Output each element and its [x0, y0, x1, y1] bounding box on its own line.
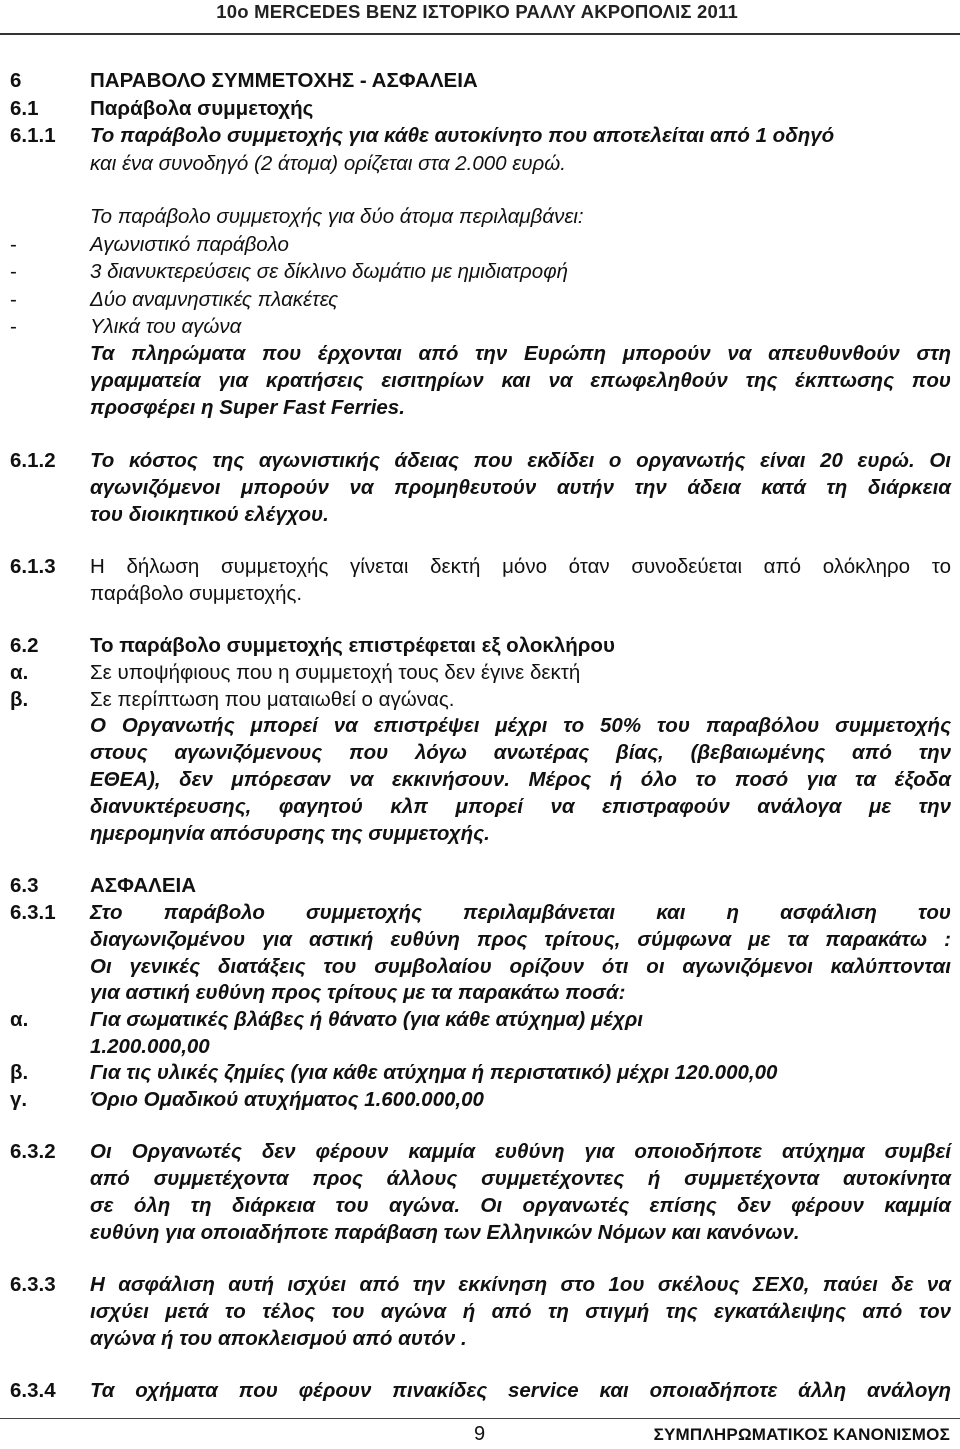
clause-text: Η δήλωση συμμετοχής γίνεται δεκτή μόνο όταν συνοδεύεται από ολόκληρο το — [90, 555, 951, 578]
item-label: γ. — [10, 1088, 28, 1111]
clause-number: 6.3.4 — [10, 1379, 56, 1402]
clause-text: παράβολο συμμετοχής. — [90, 582, 303, 605]
item-label: β. — [10, 1061, 29, 1084]
item-amount: 1.200.000,00 — [90, 1035, 210, 1058]
note-text: Τα πληρώματα που έρχονται από την Ευρώπη μπορούν να απευθυνθούν στη — [90, 342, 951, 365]
header-divider — [0, 33, 960, 35]
clause-text: διαγωνιζομένου για αστική ευθύνη προς τρίτους, σύμφωνα με τα παρακάτω : — [90, 928, 951, 951]
note-text: γραμματεία για κρατήσεις εισιτηρίων και να επωφεληθούν της έκπτωσης που — [90, 369, 951, 392]
list-item-text: Δύο αναμνηστικές πλακέτες — [90, 288, 339, 311]
section-title: Το παράβολο συμμετοχής επιστρέφεται εξ ολοκλήρου — [90, 634, 615, 657]
clause-number: 6.1.3 — [10, 555, 56, 578]
note-text: ημερομηνία απόσυρσης της συμμετοχής. — [90, 822, 490, 845]
clause-text: Στο παράβολο συμμετοχής περιλαμβάνεται και η ασφάλιση του — [90, 901, 951, 924]
clause-text: για αστική ευθύνη προς τρίτους με τα παρακάτω ποσά: — [90, 981, 626, 1004]
clause-number: 6.1.2 — [10, 449, 56, 472]
clause-number: 6.3.2 — [10, 1140, 56, 1163]
list-item-text: Υλικά του αγώνα — [90, 315, 242, 338]
clause-text: Το παράβολο συμμετοχής για κάθε αυτοκίνητο που αποτελείται από 1 οδηγό — [90, 124, 835, 147]
footer-title: ΣΥΜΠΛΗΡΩΜΑΤΙΚΟΣ ΚΑΝΟΝΙΣΜΟΣ — [653, 1425, 950, 1444]
clause-text: Τα οχήματα που φέρουν πινακίδες service και οποιαδήποτε άλλη ανάλογη — [90, 1379, 951, 1402]
clause-text: από συμμετέχοντα προς άλλους συμμετέχοντες ή συμμετέχοντα αυτοκίνητα — [90, 1167, 951, 1190]
clause-text: Οι γενικές διατάξεις του συμβολαίου ορίζουν ότι οι αγωνιζόμενοι καλύπτονται — [90, 955, 951, 978]
item-label: β. — [10, 688, 29, 711]
page-header — [0, 0, 960, 36]
clause-text: ισχύει μετά το τέλος του αγώνα ή από τη στιγμή της εγκατάλειψης από τον — [90, 1300, 951, 1323]
section-number: 6.3 — [10, 874, 39, 897]
page-number: 9 — [474, 1423, 486, 1445]
clause-text: ευθύνη για οποιαδήποτε παράβαση των Ελληνικών Νόμων και κανόνων. — [90, 1221, 800, 1244]
clause-number: 6.1.1 — [10, 124, 56, 147]
clause-text: Οι Οργανωτές δεν φέρουν καμμία ευθύνη για οποιοδήποτε ατύχημα συμβεί — [90, 1140, 951, 1163]
item-label: α. — [10, 1008, 29, 1031]
list-item-text: 3 διανυκτερεύσεις σε δίκλινο δωμάτιο με ημιδιατροφή — [90, 260, 568, 283]
note-text: προσφέρει η Super Fast Ferries. — [90, 396, 405, 419]
header-title: 10ο MERCEDES BENZ ΙΣΤΟΡΙΚΟ ΡΑΛΛΥ ΑΚΡΟΠΟΛΙΣ 2011 — [216, 1, 738, 22]
list-dash: - — [10, 233, 17, 256]
clause-number: 6.3.3 — [10, 1273, 56, 1296]
section-title: ΑΣΦΑΛΕΙΑ — [90, 874, 197, 897]
section-number: 6.1 — [10, 97, 39, 120]
item-label: α. — [10, 661, 29, 684]
item-text: Όριο Ομαδικού ατυχήματος 1.600.000,00 — [90, 1088, 484, 1111]
item-text: Για τις υλικές ζημίες (για κάθε ατύχημα ή περιστατικό) μέχρι 120.000,00 — [90, 1061, 778, 1084]
clause-number: 6.3.1 — [10, 901, 56, 924]
section-title: ΠΑΡΑΒΟΛΟ ΣΥΜΜΕΤΟΧΗΣ - ΑΣΦΑΛΕΙΑ — [90, 69, 478, 92]
footer-divider — [0, 1418, 960, 1419]
clause-text: σε όλη τη διάρκεια του αγώνα. Οι οργανωτές επίσης δεν φέρουν καμμία — [90, 1194, 951, 1217]
section-number: 6.2 — [10, 634, 39, 657]
note-text: Ο Οργανωτής μπορεί να επιστρέψει μέχρι το 50% του παραβόλου συμμετοχής — [90, 714, 951, 737]
section-title: Παράβολα συμμετοχής — [90, 97, 314, 120]
item-text: Σε υποψήφιους που η συμμετοχή τους δεν έγινε δεκτή — [90, 661, 581, 684]
note-text: ΕΘΕΑ), δεν μπόρεσαν να εκκινήσουν. Μέρος ή όλο το ποσό για τα έξοδα — [90, 768, 951, 791]
list-dash: - — [10, 260, 17, 283]
list-dash: - — [10, 315, 17, 338]
clause-text: Η ασφάλιση αυτή ισχύει από την εκκίνηση στο 1ου σκέλους ΣΕΧ0, παύει δε να — [90, 1273, 951, 1296]
intro-text: Το παράβολο συμμετοχής για δύο άτομα περιλαμβάνει: — [90, 205, 584, 228]
item-text: Για σωματικές βλάβες ή θάνατο (για κάθε ατύχημα) μέχρι — [90, 1008, 643, 1031]
clause-text: του διοικητικού ελέγχου. — [90, 503, 329, 526]
page-footer — [0, 1418, 960, 1449]
clause-text: αγώνα ή του αποκλεισμού από αυτόν . — [90, 1327, 467, 1350]
clause-text: Το κόστος της αγωνιστικής άδειας που εκδίδει ο οργανωτής είναι 20 ευρώ. Οι — [90, 449, 951, 472]
section-number: 6 — [10, 69, 22, 92]
item-text: Σε περίπτωση που ματαιωθεί ο αγώνας. — [90, 688, 455, 711]
clause-text: αγωνιζόμενοι μπορούν να προμηθευτούν αυτήν την άδεια κατά τη διάρκεια — [90, 476, 951, 499]
clause-text: και ένα συνοδηγό (2 άτομα) ορίζεται στα 2.000 ευρώ. — [90, 152, 566, 175]
list-item-text: Αγωνιστικό παράβολο — [90, 233, 289, 256]
note-text: διανυκτέρευσης, φαγητού κλπ μπορεί να επιστραφούν ανάλογα με την — [90, 795, 951, 818]
list-dash: - — [10, 288, 17, 311]
note-text: στους αγωνιζόμενους που λόγω ανωτέρας βίας, (βεβαιωμένης από την — [90, 741, 951, 764]
